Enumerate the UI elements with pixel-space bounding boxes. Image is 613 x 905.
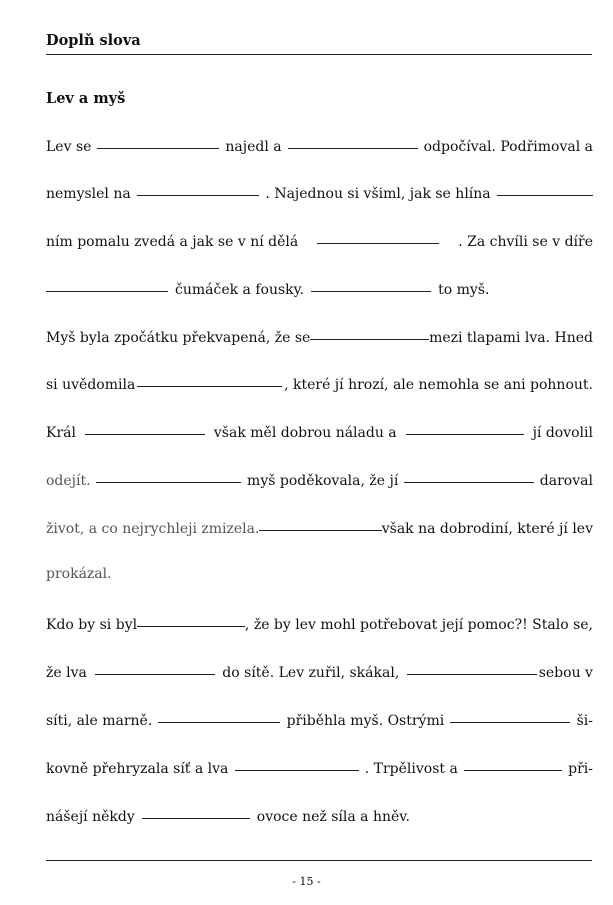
story-text-segment: nemyslel na xyxy=(46,186,131,202)
fill-in-blank[interactable] xyxy=(317,229,439,244)
footer-divider xyxy=(46,860,592,861)
story-text-segment: prokázal. xyxy=(46,566,112,582)
story-line xyxy=(46,327,593,349)
story-line xyxy=(46,662,593,684)
story-text-segment: najedl a xyxy=(225,139,282,155)
story-text-segment: . Trpělivost a xyxy=(364,761,458,777)
story-text-segment: život, a co nejrychleji zmizela. xyxy=(46,521,260,537)
story-line xyxy=(46,231,593,253)
story-text-segment: kovně přehryzala síť a lva xyxy=(46,761,229,777)
story-title: Lev a myš xyxy=(46,90,126,107)
fill-in-blank[interactable] xyxy=(137,612,245,627)
fill-in-blank[interactable] xyxy=(311,277,431,292)
fill-in-blank[interactable] xyxy=(142,804,250,819)
story-text-segment: do sítě. Lev zuřil, skákal, xyxy=(222,665,400,681)
story-text-segment: daroval xyxy=(539,473,593,489)
fill-in-blank[interactable] xyxy=(406,420,524,435)
story-text-segment: , které jí hrozí, ale nemohla se ani pohnout. xyxy=(284,377,593,393)
story-text-segment: ovoce než síla a hněv. xyxy=(256,809,410,825)
page-heading: Doplň slova xyxy=(46,32,141,49)
story-text-segment: přiběhla myš. Ostrými xyxy=(286,713,445,729)
page-number: - 15 - xyxy=(292,875,321,888)
story-text-segment: nášejí někdy xyxy=(46,809,135,825)
story-line xyxy=(46,758,593,780)
fill-in-blank[interactable] xyxy=(46,277,168,292)
fill-in-blank[interactable] xyxy=(137,181,259,196)
fill-in-blank[interactable] xyxy=(85,420,205,435)
story-text-segment: čumáček a fousky. xyxy=(175,282,305,298)
heading-divider xyxy=(46,54,592,55)
story-line xyxy=(46,614,593,636)
story-line xyxy=(46,422,593,444)
story-line xyxy=(46,566,593,588)
story-line xyxy=(46,518,593,540)
story-line xyxy=(46,374,593,396)
fill-in-blank[interactable] xyxy=(450,708,570,723)
story-text-segment: Kdo by si byl xyxy=(46,617,138,633)
story-text-segment: myš poděkovala, že jí xyxy=(247,473,399,489)
fill-in-blank[interactable] xyxy=(288,134,418,149)
story-text-segment: ním pomalu zvedá a jak se v ní dělá xyxy=(46,234,299,250)
fill-in-blank[interactable] xyxy=(464,756,562,771)
story-text-segment: ši- xyxy=(576,713,593,729)
fill-in-blank[interactable] xyxy=(235,756,359,771)
fill-in-blank[interactable] xyxy=(158,708,280,723)
story-line xyxy=(46,279,593,301)
fill-in-blank[interactable] xyxy=(407,660,537,675)
story-line xyxy=(46,806,593,828)
story-line xyxy=(46,136,593,158)
fill-in-blank[interactable] xyxy=(310,325,429,340)
story-text-segment: však na dobrodiní, které jí lev xyxy=(381,521,593,537)
story-text-segment: sebou v xyxy=(538,665,593,681)
story-line xyxy=(46,183,593,205)
story-text-segment: mezi tlapami lva. Hned xyxy=(429,330,593,346)
story-line xyxy=(46,470,593,492)
story-text-segment: však měl dobrou náladu a xyxy=(213,425,397,441)
story-text-segment: jí dovolil xyxy=(532,425,593,441)
story-text-segment: síti, ale marně. xyxy=(46,713,153,729)
fill-in-blank[interactable] xyxy=(95,660,215,675)
story-text-segment: Lev se xyxy=(46,139,92,155)
story-text-segment: si uvědomila xyxy=(46,377,136,393)
story-text-segment: odpočíval. Podřimoval a xyxy=(423,139,593,155)
fill-in-blank[interactable] xyxy=(137,372,282,387)
fill-in-blank[interactable] xyxy=(96,468,241,483)
story-text-segment: Myš byla zpočátku překvapená, že se xyxy=(46,330,311,346)
fill-in-blank[interactable] xyxy=(404,468,534,483)
story-text-segment: při- xyxy=(568,761,593,777)
story-text-segment: , že by lev mohl potřebovat její pomoc?! Stalo se, xyxy=(244,617,593,633)
story-text-segment: . Najednou si všiml, jak se hlína xyxy=(265,186,491,202)
story-text-segment: . Za chvíli se v díře xyxy=(458,234,593,250)
story-text-segment: Král xyxy=(46,425,76,441)
fill-in-blank[interactable] xyxy=(497,181,593,196)
story-text-segment: to myš. xyxy=(438,282,490,298)
story-line xyxy=(46,710,593,732)
fill-in-blank[interactable] xyxy=(259,516,381,531)
story-text-segment: že lva xyxy=(46,665,87,681)
fill-in-blank[interactable] xyxy=(97,134,219,149)
story-text-segment: odejít. xyxy=(46,473,91,489)
